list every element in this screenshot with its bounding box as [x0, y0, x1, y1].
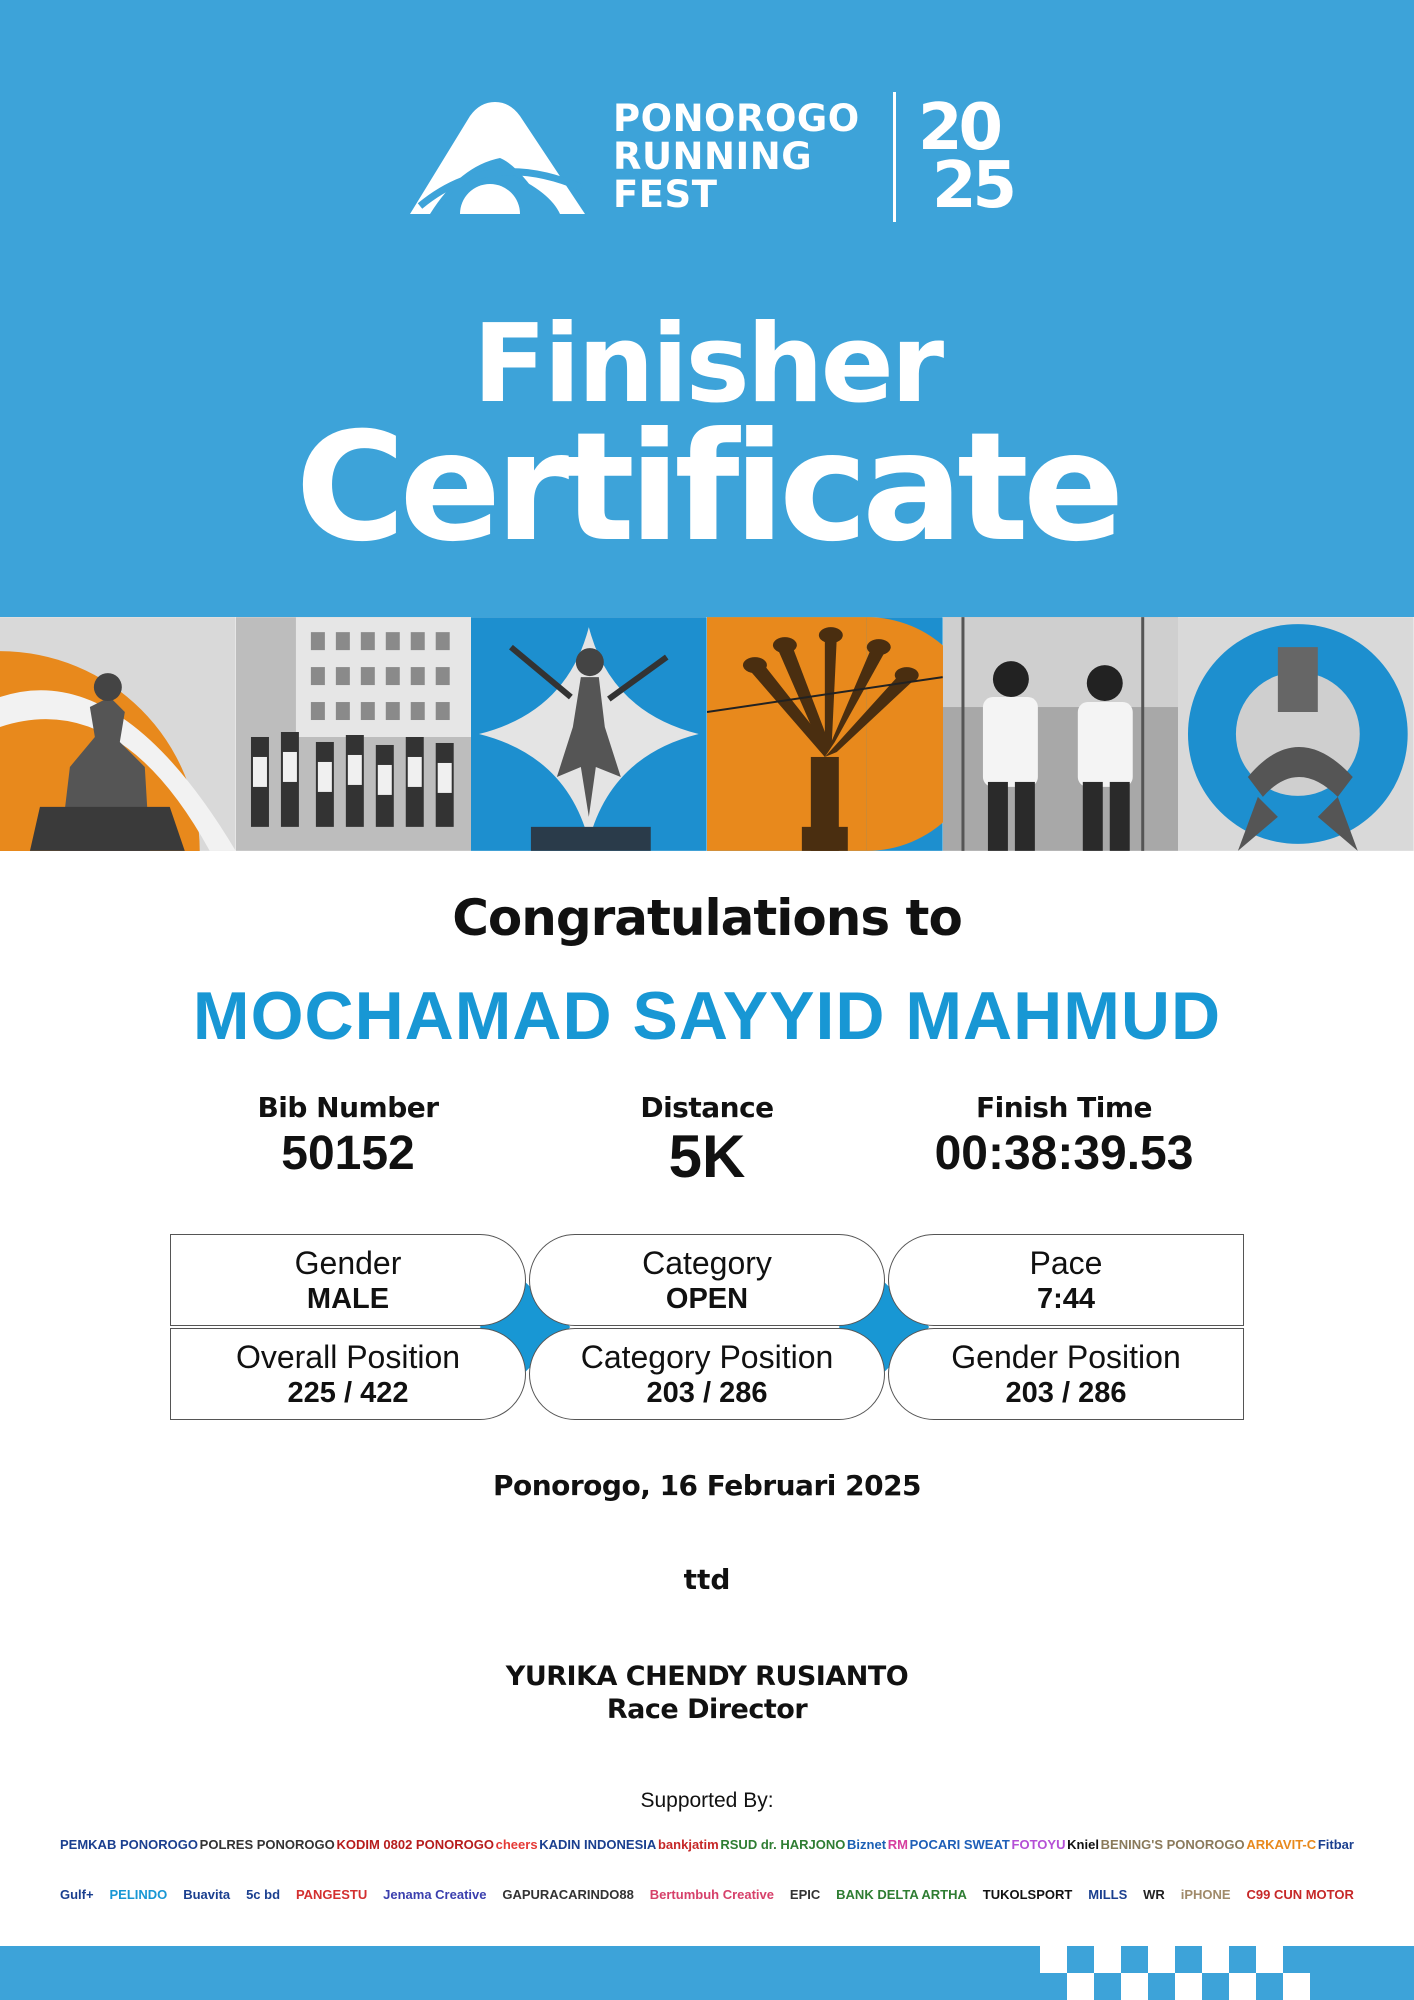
supported-by-label: Supported By: [640, 1789, 774, 1812]
category-cell [529, 1234, 885, 1326]
sponsor-logo: KODIM 0802 PONOROGO [336, 1836, 494, 1852]
signer-role: Race Director [606, 1694, 808, 1725]
sponsor-logo: Kniel [1067, 1836, 1099, 1852]
sponsor-logo: MILLS [1088, 1886, 1128, 1902]
sponsor-logo: WR [1143, 1886, 1165, 1902]
women-runners-photo-icon [943, 617, 1179, 851]
bib-label: Bib Number [257, 1091, 439, 1124]
sponsor-logo: Biznet [847, 1836, 887, 1852]
pace-value: 7:44 [1036, 1283, 1096, 1315]
sponsor-logo: EPIC [789, 1886, 821, 1902]
bib-block [148, 1090, 548, 1182]
sponsor-logo: cheers [495, 1836, 538, 1852]
overall-position-cell [170, 1328, 526, 1420]
sponsor-logo: Gulf+ [60, 1886, 94, 1902]
category-label: Category [642, 1245, 772, 1281]
runner-name: MOCHAMAD SAYYID MAHMUD [192, 978, 1222, 1054]
sponsor-logos-row-2 [60, 1872, 1354, 1916]
sponsor-logo: iPHONE [1180, 1886, 1231, 1902]
sponsor-logo: POCARI SWEAT [909, 1836, 1010, 1852]
sponsor-logo: Jenama Creative [383, 1886, 487, 1902]
congrats-heading: Congratulations to [452, 889, 962, 947]
place-date: Ponorogo, 16 Februari 2025 [492, 1469, 922, 1502]
finish-time-block [864, 1090, 1264, 1182]
gender-position-label: Gender Position [951, 1339, 1181, 1375]
sponsor-logo: GAPURACARINDO88 [502, 1886, 634, 1902]
sponsor-logo: RSUD dr. HARJONO [720, 1836, 846, 1852]
logo-year [918, 91, 1018, 226]
sponsor-logo: POLRES PONOROGO [199, 1836, 335, 1852]
sponsor-logo: PANGESTU [295, 1886, 368, 1902]
gender-cell [170, 1234, 526, 1326]
statue-photo-icon [0, 617, 236, 851]
distance-value: 5K [668, 1123, 746, 1190]
logo-divider [893, 92, 896, 222]
photo-strip [0, 617, 1414, 851]
pace-label: Pace [1029, 1245, 1103, 1281]
trophy-photo-icon [1178, 617, 1414, 851]
photo-tile-trophy-blue [1178, 617, 1414, 851]
gender-position-cell [888, 1328, 1244, 1420]
pace-cell [888, 1234, 1244, 1326]
gender-value: MALE [306, 1283, 390, 1315]
header-banner [0, 0, 1414, 617]
sponsor-logo: Bertumbuh Creative [649, 1886, 774, 1902]
sponsor-logo: bankjatim [657, 1836, 719, 1852]
logo-line-2: RUNNING [613, 135, 813, 178]
photo-tile-dancer-blue [471, 617, 707, 851]
event-logo [400, 92, 1020, 227]
sponsor-logos-row-1 [60, 1820, 1354, 1868]
sponsor-logo: Fitbar [1317, 1836, 1354, 1852]
logo-year-bottom: 25 [932, 149, 1014, 223]
category-position-label: Category Position [580, 1339, 834, 1375]
checkered-flag-pattern [1040, 1946, 1414, 2000]
photo-tile-monument-orange [707, 617, 943, 851]
sponsor-logo: BENING'S PONOROGO [1100, 1836, 1245, 1852]
monument-photo-icon [707, 617, 943, 851]
ponorogo-arch-logo-icon [400, 96, 600, 226]
sponsor-logo: BANK DELTA ARTHA [836, 1886, 967, 1902]
sponsor-logo: C99 CUN MOTOR [1246, 1886, 1354, 1902]
category-position-cell [529, 1328, 885, 1420]
sponsor-logo: RM [887, 1836, 908, 1852]
sponsor-logo: FOTOYU [1011, 1836, 1066, 1852]
photo-tile-women-runners [943, 617, 1179, 851]
gender-label: Gender [294, 1245, 402, 1281]
title-certificate: Certificate [295, 401, 1119, 575]
finish-time-value: 00:38:39.53 [934, 1127, 1194, 1180]
bib-value: 50152 [281, 1127, 415, 1180]
logo-line-3: FEST [613, 173, 718, 216]
sponsor-logo: Buavita [183, 1886, 231, 1902]
overall-position-value: 225 / 422 [287, 1377, 409, 1409]
sponsor-logo: ARKAVIT-C [1246, 1836, 1317, 1852]
title-finisher: Finisher [472, 302, 942, 427]
photo-tile-statue-orange [0, 617, 236, 851]
runners-photo-icon [236, 617, 472, 851]
distance-block [507, 1090, 907, 1188]
sponsor-logo: KADIN INDONESIA [539, 1836, 657, 1852]
signature-placeholder: ttd [683, 1563, 731, 1596]
photo-tile-runners [236, 617, 472, 851]
logo-year-top: 20 [918, 91, 1000, 165]
category-value: OPEN [665, 1283, 749, 1315]
sponsor-logo: PEMKAB PONOROGO [60, 1836, 198, 1852]
dancer-photo-icon [471, 617, 707, 851]
finish-time-label: Finish Time [976, 1091, 1152, 1124]
results-grid [170, 1234, 1244, 1420]
gender-position-value: 203 / 286 [1005, 1377, 1127, 1409]
signer-name: YURIKA CHENDY RUSIANTO [505, 1661, 909, 1692]
sponsor-logo: 5c bd [246, 1886, 281, 1902]
sponsor-logo: TUKOLSPORT [982, 1886, 1073, 1902]
logo-line-1: PONOROGO [613, 97, 860, 140]
distance-label: Distance [640, 1091, 774, 1124]
logo-wordmark [613, 97, 860, 216]
sponsor-logo: PELINDO [109, 1886, 168, 1902]
overall-position-label: Overall Position [235, 1339, 461, 1375]
category-position-value: 203 / 286 [646, 1377, 768, 1409]
